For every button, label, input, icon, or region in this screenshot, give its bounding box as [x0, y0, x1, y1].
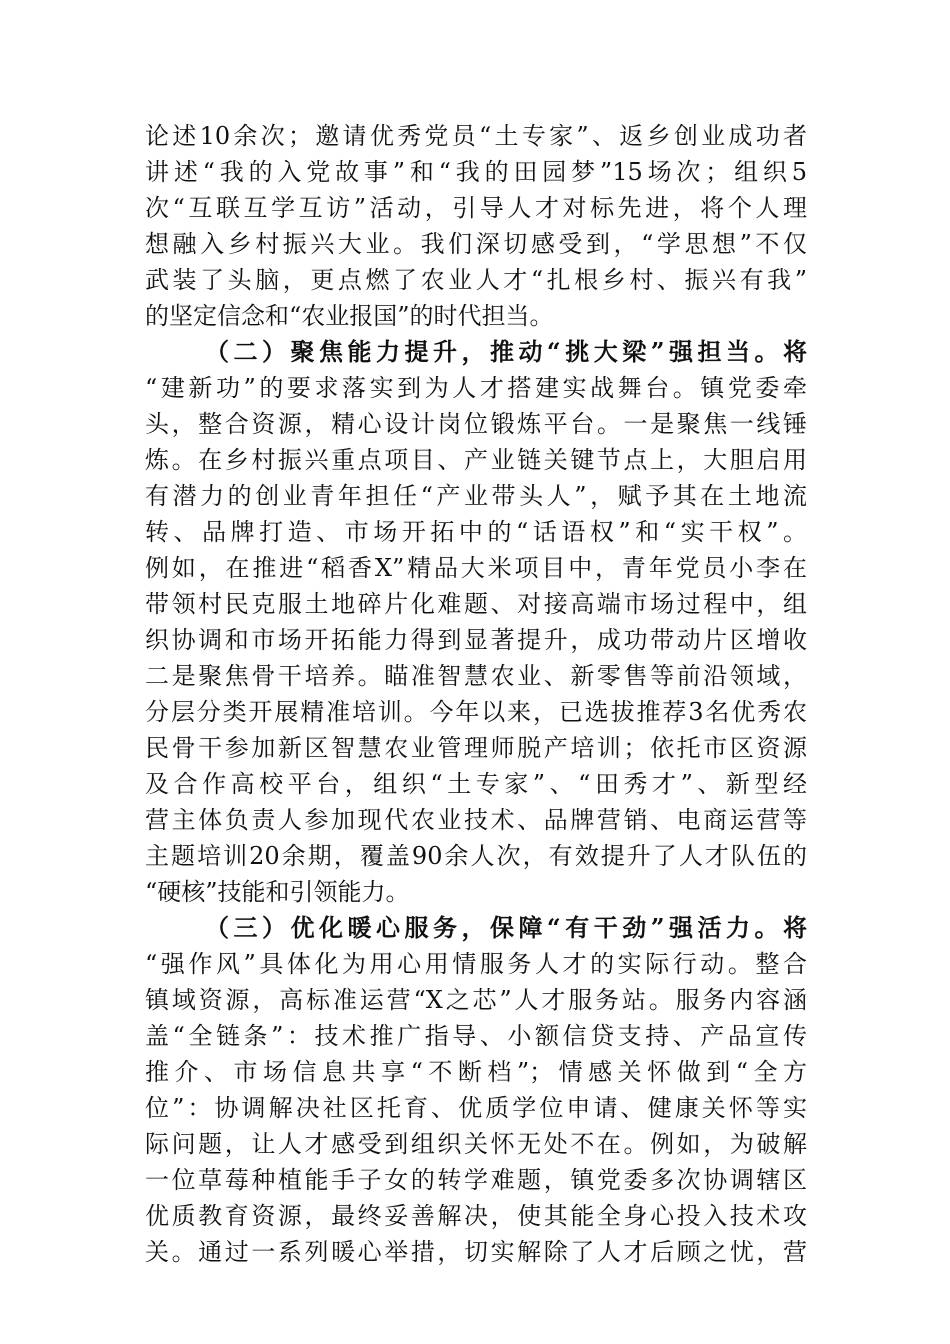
text-line: 武装了头脑，更点燃了农业人才“扎根乡村、振兴有我”: [145, 266, 807, 294]
section-heading-two: （二）聚焦能力提升，推动“挑大梁”强担当。将: [205, 337, 807, 366]
text-line: 关。通过一系列暖心举措，切实解除了人才后顾之忧，营: [145, 1238, 807, 1266]
text-line: 营主体负责人参加现代农业技术、品牌营销、电商运营等: [145, 806, 807, 834]
text-line: 炼。在乡村振兴重点项目、产业链关键节点上，大胆启用: [145, 446, 807, 474]
text-line: 讲述“我的入党故事”和“我的田园梦”15场次；组织5: [145, 158, 807, 186]
text-line: 际问题，让人才感受到组织关怀无处不在。例如，为破解: [145, 1130, 807, 1158]
text-line: 位”：协调解决社区托育、优质学位申请、健康关怀等实: [145, 1094, 807, 1122]
text-line: 镇域资源，高标准运营“X之芯”人才服务站。服务内容涵: [145, 986, 807, 1014]
text-line: 转、品牌打造、市场开拓中的“话语权”和“实干权”。: [145, 518, 807, 546]
section-heading-three: （三）优化暖心服务，保障“有干劲”强活力。将: [205, 913, 807, 942]
text-line: 次“互联互学互访”活动，引导人才对标先进，将个人理: [145, 194, 807, 222]
text-line: 推介、市场信息共享“不断档”；情感关怀做到“全方: [145, 1058, 807, 1086]
text-line: 的坚定信念和“农业报国”的时代担当。: [145, 302, 554, 330]
text-line: 及合作高校平台，组织“土专家”、“田秀才”、新型经: [145, 770, 807, 798]
text-line: 织协调和市场开拓能力得到显著提升，成功带动片区增收: [145, 626, 807, 654]
text-line: 优质教育资源，最终妥善解决，使其能全身心投入技术攻: [145, 1202, 807, 1230]
text-line: “强作风”具体化为用心用情服务人才的实际行动。整合: [145, 950, 807, 978]
text-line: 论述10余次；邀请优秀党员“土专家”、返乡创业成功者: [145, 122, 807, 150]
text-line: 民骨干参加新区智慧农业管理师脱产培训；依托市区资源: [145, 734, 807, 762]
text-line: 二是聚焦骨干培养。瞄准智慧农业、新零售等前沿领域，: [145, 662, 807, 690]
text-line: 主题培训20余期，覆盖90余人次，有效提升了人才队伍的: [145, 842, 807, 870]
text-line: 一位草莓种植能手子女的转学难题，镇党委多次协调辖区: [145, 1166, 807, 1194]
text-line: 想融入乡村振兴大业。我们深切感受到，“学思想”不仅: [145, 230, 807, 258]
text-line: “建新功”的要求落实到为人才搭建实战舞台。镇党委牵: [145, 374, 807, 402]
text-line: 带领村民克服土地碎片化难题、对接高端市场过程中，组: [145, 590, 807, 618]
text-line: 盖“全链条”：技术推广指导、小额信贷支持、产品宣传: [145, 1022, 807, 1050]
text-line: 例如，在推进“稻香X”精品大米项目中，青年党员小李在: [145, 554, 807, 582]
text-line: 有潜力的创业青年担任“产业带头人”，赋予其在土地流: [145, 482, 807, 510]
text-line: “硬核”技能和引领能力。: [145, 878, 410, 906]
text-line: 头，整合资源，精心设计岗位锻炼平台。一是聚焦一线锤: [145, 410, 807, 438]
text-line: 分层分类开展精准培训。今年以来，已选拔推荐3名优秀农: [145, 698, 807, 726]
